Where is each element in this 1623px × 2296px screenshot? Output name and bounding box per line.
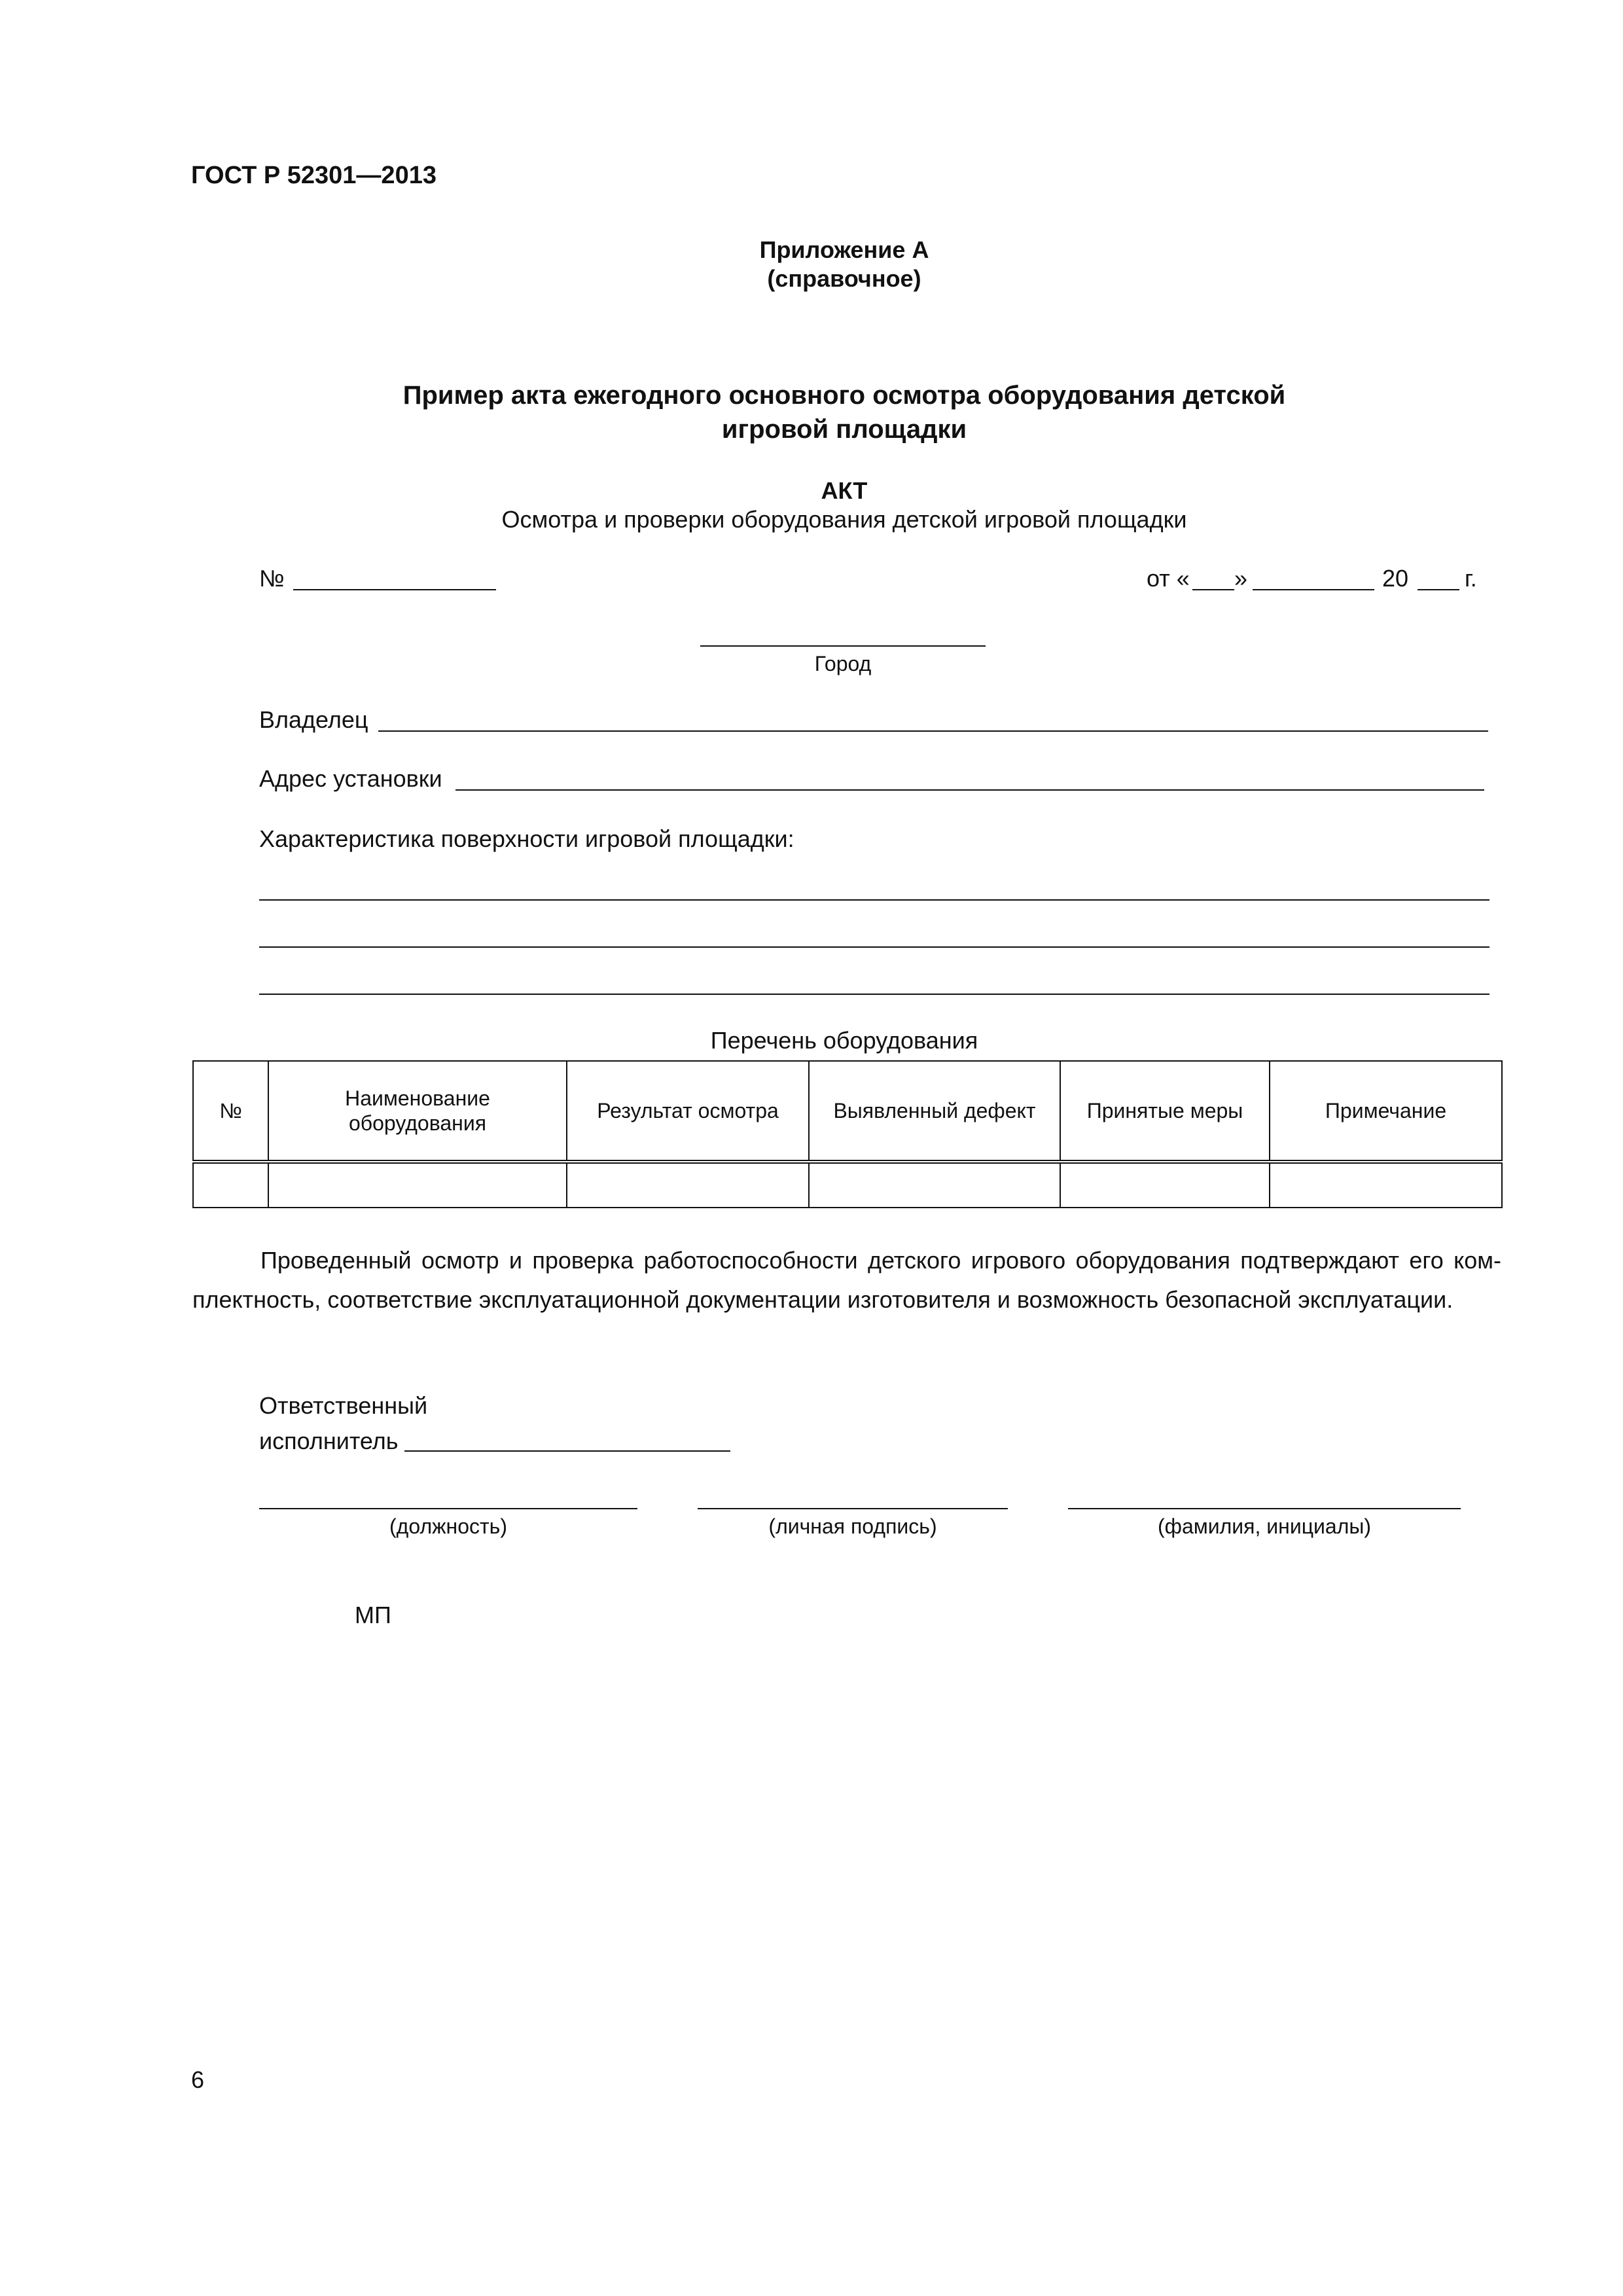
date-month-field[interactable]: [1253, 589, 1374, 590]
column-header-equipment-name: Наименование оборудования: [268, 1061, 567, 1162]
page-number: 6: [191, 2066, 205, 2093]
date-year-field[interactable]: [1418, 589, 1459, 590]
equipment-table-caption: Перечень оборудования: [710, 1027, 978, 1054]
address-field[interactable]: [455, 789, 1484, 791]
table-header-row: [193, 1061, 1502, 1162]
document-heading-line2: игровой площадки: [721, 415, 967, 444]
address-label: Адрес установки: [259, 765, 442, 792]
city-caption: Город: [814, 652, 872, 675]
surface-line-1[interactable]: [259, 899, 1489, 901]
conclusion-line1: Проведенный осмотр и проверка работоспособности детского игрового оборудования подтверждают его ком-: [260, 1247, 1501, 1274]
city-field[interactable]: [700, 645, 986, 647]
date-year-prefix: 20: [1382, 565, 1409, 592]
surface-line-3[interactable]: [259, 994, 1489, 995]
name-caption: (фамилия, инициалы): [1157, 1515, 1372, 1538]
conclusion-line2: плектность, соответствие эксплуатационной документации изготовителя и возможность безопасной эксплуатации.: [192, 1286, 1454, 1313]
responsible-label-line1: Ответственный: [259, 1392, 428, 1419]
standard-number: ГОСТ Р 52301—2013: [191, 162, 437, 189]
position-field[interactable]: [259, 1508, 637, 1509]
stamp-label: МП: [355, 1602, 391, 1628]
surface-label: Характеристика поверхности игровой площадки:: [259, 825, 794, 852]
surface-line-2[interactable]: [259, 946, 1489, 948]
table-cell-defect[interactable]: [809, 1162, 1060, 1208]
column-header-measures: Принятые меры: [1060, 1061, 1270, 1162]
position-caption: (должность): [389, 1515, 507, 1538]
act-title: АКТ: [821, 477, 868, 504]
date-suffix: г.: [1465, 565, 1477, 592]
column-header-number: №: [193, 1061, 268, 1162]
number-field[interactable]: [293, 589, 496, 590]
signature-caption: (личная подпись): [768, 1515, 937, 1538]
table-cell-number[interactable]: [193, 1162, 268, 1208]
column-header-inspection-result: Результат осмотра: [567, 1061, 809, 1162]
owner-label: Владелец: [259, 706, 368, 733]
date-quote-close: »: [1234, 565, 1248, 592]
act-subtitle: Осмотра и проверки оборудования детской игровой площадки: [501, 506, 1187, 533]
number-label: №: [259, 565, 285, 592]
column-header-note: Примечание: [1270, 1061, 1502, 1162]
table-row: [193, 1162, 1502, 1208]
date-prefix: от «: [1147, 565, 1190, 592]
appendix-title: Приложение А: [759, 236, 929, 263]
table-cell-inspection-result[interactable]: [567, 1162, 809, 1208]
owner-field[interactable]: [378, 730, 1488, 732]
table-cell-equipment-name[interactable]: [268, 1162, 567, 1208]
date-day-field[interactable]: [1192, 589, 1234, 590]
appendix-kind: (справочное): [767, 265, 921, 292]
name-field[interactable]: [1068, 1508, 1461, 1509]
table-cell-measures[interactable]: [1060, 1162, 1270, 1208]
responsible-field[interactable]: [404, 1450, 730, 1452]
signature-field[interactable]: [698, 1508, 1008, 1509]
column-header-defect: Выявленный дефект: [809, 1061, 1060, 1162]
equipment-table: [192, 1060, 1503, 1208]
table-cell-note[interactable]: [1270, 1162, 1502, 1208]
conclusion-paragraph: [192, 1241, 1501, 1319]
responsible-label-line2: исполнитель: [259, 1427, 399, 1454]
document-heading-line1: Пример акта ежегодного основного осмотра оборудования детской: [402, 381, 1286, 410]
